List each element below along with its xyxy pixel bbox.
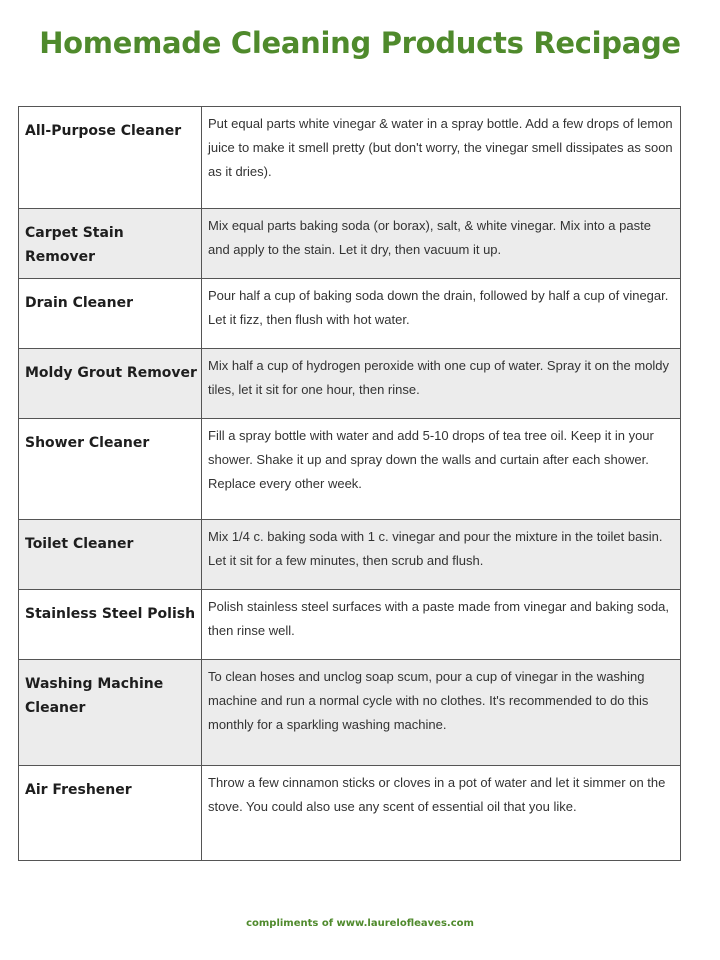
product-name-cell [19, 419, 202, 520]
recipe-description-cell [202, 279, 681, 349]
table-row [19, 107, 681, 209]
table-row [19, 520, 681, 590]
product-name: Toilet Cleaner [25, 536, 134, 552]
recipe-description: To clean hoses and unclog soap scum, pour a cup of vinegar in the washing machine and run a normal cycle with no clothes. It's recommended to do this monthly for a sparkling washing machine. [208, 669, 649, 732]
product-name: Carpet Stain Remover [25, 225, 124, 265]
table-row [19, 590, 681, 660]
recipe-description: Fill a spray bottle with water and add 5-10 drops of tea tree oil. Keep it in your shower. Shake it up and spray down the walls and curtain after each shower. Replace every other week. [208, 428, 654, 491]
recipe-description: Mix 1/4 c. baking soda with 1 c. vinegar and pour the mixture in the toilet basin. Let it sit for a few minutes, then scrub and flush. [208, 529, 663, 568]
recipe-table [18, 106, 681, 861]
product-name-cell [19, 349, 202, 419]
product-name: Moldy Grout Remover [25, 365, 197, 381]
recipe-description-cell [202, 590, 681, 660]
recipe-description-cell [202, 520, 681, 590]
product-name-cell [19, 660, 202, 766]
recipe-description: Throw a few cinnamon sticks or cloves in a pot of water and let it simmer on the stove. You could also use any scent of essential oil that you like. [208, 775, 666, 814]
table-row [19, 660, 681, 766]
page-title: Homemade Cleaning Products Recipage [39, 26, 681, 60]
product-name-cell [19, 520, 202, 590]
recipe-description: Pour half a cup of baking soda down the drain, followed by half a cup of vinegar. Let it fizz, then flush with hot water. [208, 288, 669, 327]
table-row [19, 349, 681, 419]
recipe-description: Mix equal parts baking soda (or borax), salt, & white vinegar. Mix into a paste and apply to the stain. Let it dry, then vacuum it up. [208, 218, 651, 257]
recipe-description-cell [202, 419, 681, 520]
product-name: Air Freshener [25, 782, 132, 798]
product-name: Shower Cleaner [25, 435, 150, 451]
recipe-description-cell [202, 349, 681, 419]
product-name-cell [19, 279, 202, 349]
recipe-description-cell [202, 209, 681, 279]
product-name-cell [19, 590, 202, 660]
product-name-cell [19, 107, 202, 209]
recipe-description: Put equal parts white vinegar & water in a spray bottle. Add a few drops of lemon juice to make it smell pretty (but don't worry, the vinegar smell dissipates as soon as it dries). [208, 116, 673, 179]
product-name-cell [19, 209, 202, 279]
table-row [19, 419, 681, 520]
product-name-cell [19, 766, 202, 861]
product-name: Stainless Steel Polish [25, 606, 196, 622]
product-name: Drain Cleaner [25, 295, 133, 311]
table-row [19, 279, 681, 349]
recipe-description: Mix half a cup of hydrogen peroxide with one cup of water. Spray it on the moldy tiles, let it sit for one hour, then rinse. [208, 358, 670, 397]
recipe-description-cell [202, 766, 681, 861]
table-row [19, 209, 681, 279]
product-name: All-Purpose Cleaner [25, 123, 182, 139]
recipe-description-cell [202, 107, 681, 209]
footer-credit: compliments of www.laurelofleaves.com [246, 918, 474, 929]
table-row [19, 766, 681, 861]
recipe-description-cell [202, 660, 681, 766]
recipe-description: Polish stainless steel surfaces with a paste made from vinegar and baking soda, then rinse well. [208, 599, 670, 638]
product-name: Washing Machine Cleaner [25, 676, 164, 716]
